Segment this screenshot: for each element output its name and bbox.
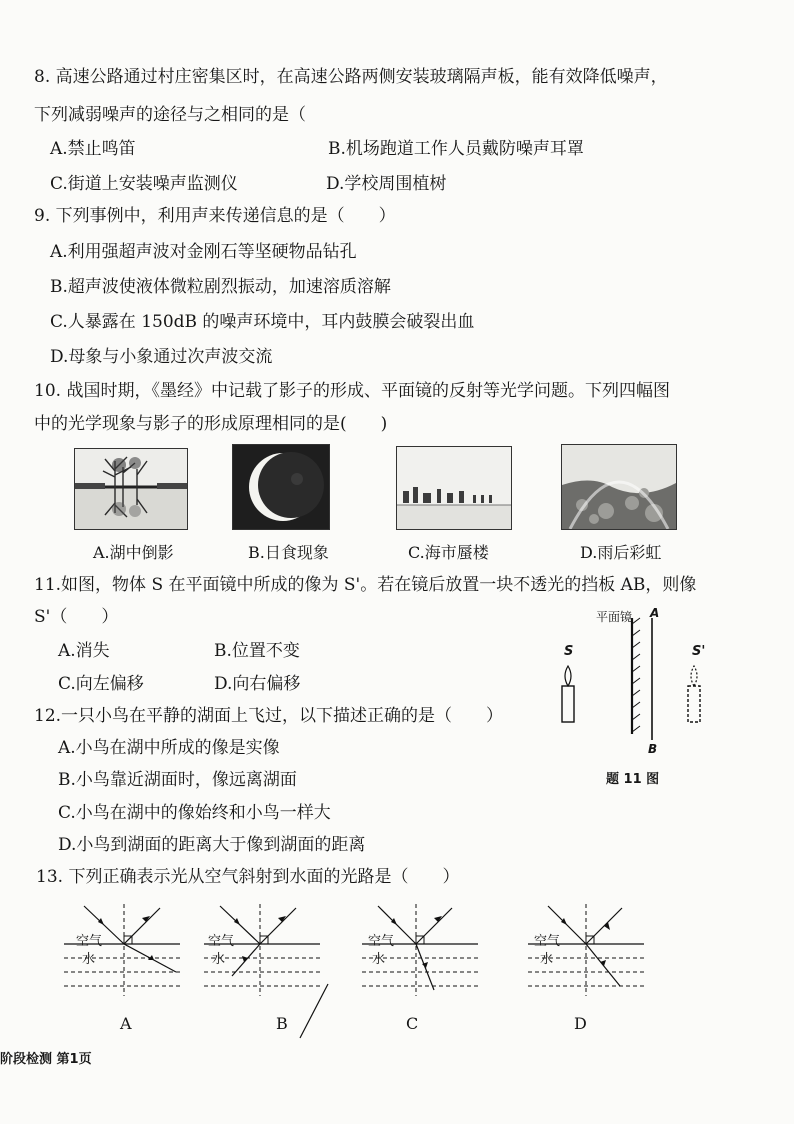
q12-stem: 12.一只小鸟在平静的湖面上飞过，以下描述正确的是（ ） bbox=[34, 706, 504, 726]
q10-stem-line2: 中的光学现象与影子的形成原理相同的是( ) bbox=[34, 414, 388, 434]
q11-option-b: B.位置不变 bbox=[214, 641, 300, 661]
water-label: 水 bbox=[212, 952, 226, 967]
air-label: 空气 bbox=[534, 934, 561, 949]
q10-option-a: A.湖中倒影 bbox=[93, 543, 174, 562]
q9-option-c: C.人暴露在 150dB 的噪声环境中，耳内鼓膜会破裂出血 bbox=[50, 312, 475, 332]
mirror-label: 平面镜 bbox=[596, 610, 633, 624]
solar-eclipse-photo bbox=[232, 444, 330, 530]
q11-stem-line1: 11.如图，物体 S 在平面镜中所成的像为 S'。若在镜后放置一块不透光的挡板 AB，则像 bbox=[34, 575, 697, 595]
board-end-a-label: A bbox=[650, 606, 660, 620]
q10-option-d: D.雨后彩虹 bbox=[580, 543, 662, 562]
water-label: 水 bbox=[372, 952, 386, 967]
water-label: 水 bbox=[82, 952, 96, 967]
rainbow-photo bbox=[561, 444, 677, 530]
q11-option-a: A.消失 bbox=[58, 641, 110, 661]
light-path-diagram-d bbox=[528, 900, 648, 1000]
q11-stem-line2: S'（ ） bbox=[34, 607, 119, 627]
q12-option-c: C.小鸟在湖中的像始终和小鸟一样大 bbox=[58, 803, 331, 823]
air-label: 空气 bbox=[76, 934, 103, 949]
q12-option-a: A.小鸟在湖中所成的像是实像 bbox=[58, 738, 280, 758]
q8-stem-line1: 8. 高速公路通过村庄密集区时，在高速公路两侧安装玻璃隔声板，能有效降低噪声， bbox=[34, 67, 668, 87]
air-label: 空气 bbox=[208, 934, 235, 949]
q13-label-c: C bbox=[406, 1014, 419, 1033]
q13-label-b: B bbox=[276, 1014, 288, 1033]
light-path-diagram-c bbox=[362, 900, 482, 1000]
q10-option-c: C.海市蜃楼 bbox=[408, 543, 489, 562]
q9-option-a: A.利用强超声波对金刚石等坚硬物品钻孔 bbox=[50, 242, 357, 262]
q8-stem-line2: 下列减弱噪声的途径与之相同的是（ bbox=[34, 105, 306, 125]
q12-option-b: B.小鸟靠近湖面时，像远离湖面 bbox=[58, 770, 297, 790]
q11-option-c: C.向左偏移 bbox=[58, 674, 144, 694]
q8-option-c: C.街道上安装噪声监测仪 bbox=[50, 174, 238, 194]
q10-stem-line1: 10. 战国时期，《墨经》中记载了影子的形成、平面镜的反射等光学问题。下列四幅图 bbox=[34, 381, 670, 401]
q10-option-b: B.日食现象 bbox=[248, 543, 329, 562]
lake-reflection-photo bbox=[74, 448, 188, 530]
water-label: 水 bbox=[540, 952, 554, 967]
image-s-prime-label: S' bbox=[692, 644, 706, 659]
board-end-b-label: B bbox=[648, 742, 658, 756]
object-s-label: S bbox=[564, 644, 574, 659]
q13-label-a: A bbox=[120, 1014, 132, 1033]
q9-option-b: B.超声波使液体微粒剧烈振动，加速溶质溶解 bbox=[50, 277, 391, 297]
q8-option-a: A.禁止鸣笛 bbox=[50, 139, 136, 159]
q12-option-d: D.小鸟到湖面的距离大于像到湖面的距离 bbox=[58, 835, 366, 855]
q11-option-d: D.向右偏移 bbox=[214, 674, 301, 694]
figure-11-mirror-diagram bbox=[556, 604, 726, 754]
mirage-photo bbox=[396, 446, 512, 530]
q9-option-d: D.母象与小象通过次声波交流 bbox=[50, 347, 273, 367]
q8-option-b: B.机场跑道工作人员戴防噪声耳罩 bbox=[328, 139, 584, 159]
page-footer: 阶段检测 第1页 bbox=[0, 1052, 92, 1067]
q13-label-d: D bbox=[574, 1014, 587, 1033]
q8-option-d: D.学校周围植树 bbox=[326, 174, 447, 194]
q13-stem: 13. 下列正确表示光从空气斜射到水面的光路是（ ） bbox=[36, 867, 460, 887]
air-label: 空气 bbox=[368, 934, 395, 949]
light-path-diagram-b bbox=[204, 900, 334, 1040]
figure-11-caption: 题 11 图 bbox=[606, 772, 660, 787]
light-path-diagram-a bbox=[64, 900, 184, 1000]
q9-stem: 9. 下列事例中，利用声来传递信息的是（ ） bbox=[34, 206, 396, 226]
